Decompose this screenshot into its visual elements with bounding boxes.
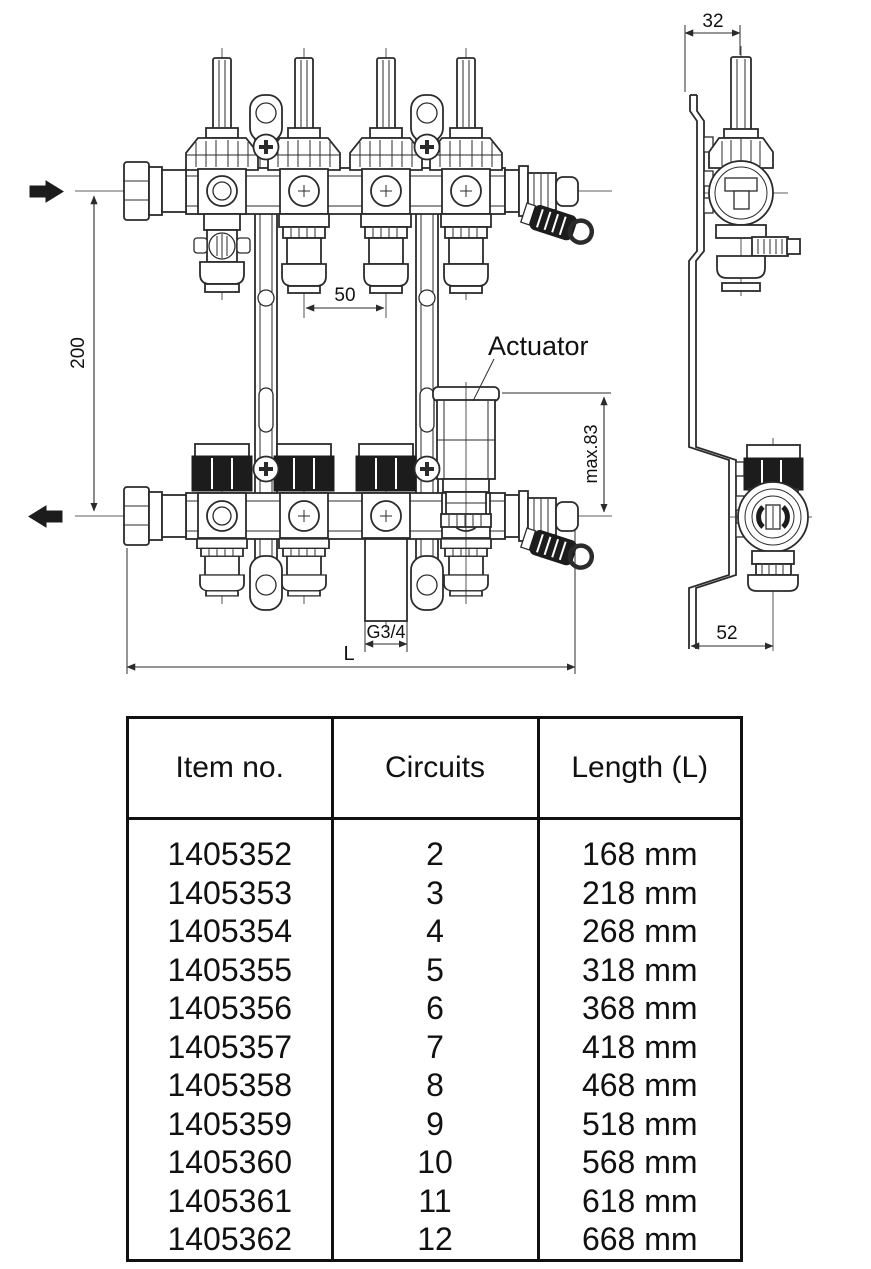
table-row: 1405355 5 318 mm — [129, 951, 740, 989]
pipe-fitting — [279, 214, 329, 293]
phillips-screw — [254, 457, 279, 482]
col-header-circuits: Circuits — [332, 719, 538, 819]
pipe-fitting — [441, 214, 491, 293]
g34-connection-stub — [365, 539, 407, 621]
dim-52-label: 52 — [716, 623, 738, 644]
table-row: 1405354 4 268 mm — [129, 913, 740, 951]
flow-out-arrow — [29, 506, 62, 527]
pipe-fitting — [279, 539, 329, 596]
phillips-screw — [254, 135, 279, 160]
valve-detail — [213, 182, 231, 200]
spec-table-grid — [129, 719, 740, 1259]
table-header-row — [129, 719, 740, 819]
phillips-screw — [415, 457, 440, 482]
table-row: 1405361 11 618 mm — [129, 1182, 740, 1220]
dimension-g34 — [365, 621, 407, 652]
valve-block — [280, 493, 328, 538]
front-view — [29, 48, 612, 674]
table-row: 1405360 10 568 mm — [129, 1143, 740, 1181]
dim-200-label: 200 — [68, 337, 89, 369]
table-row: 1405353 3 218 mm — [129, 874, 740, 912]
table-row: 1405362 12 668 mm — [129, 1220, 740, 1259]
valve-cap — [356, 444, 416, 491]
pipe-fitting — [361, 214, 411, 293]
dim-g34-label: G3/4 — [366, 622, 406, 642]
actuator-label: Actuator — [488, 331, 589, 361]
table-row: 1405352 2 168 mm — [129, 819, 740, 875]
return-manifold-bar — [124, 487, 578, 545]
valve-cap — [192, 444, 252, 491]
side-flow-meter-valve — [703, 46, 800, 296]
table-row: 1405356 6 368 mm — [129, 989, 740, 1027]
wing-valve — [194, 214, 250, 292]
spec-table-body — [129, 819, 740, 1260]
dim-L-label: L — [343, 643, 355, 665]
spec-table — [126, 716, 743, 1262]
drain-valve — [520, 201, 595, 247]
dim-32-label: 32 — [702, 11, 724, 32]
dim-50-label: 50 — [334, 285, 356, 306]
union-nut — [124, 487, 186, 545]
dimension-L — [127, 530, 575, 674]
dimension-200 — [68, 196, 94, 511]
table-row: 1405357 7 418 mm — [129, 1028, 740, 1066]
phillips-screw — [415, 135, 440, 160]
valve-block — [362, 493, 410, 538]
dim-max83-label: max.83 — [581, 424, 601, 484]
valve-cap — [274, 444, 334, 491]
pipe-fitting — [197, 539, 247, 596]
drain-valve — [520, 526, 595, 572]
col-header-length: Length (L) — [538, 719, 740, 819]
col-header-item-no: Item no. — [129, 719, 332, 819]
table-row: 1405358 8 468 mm — [129, 1066, 740, 1104]
valve-detail — [213, 507, 231, 525]
flow-in-arrow — [30, 181, 63, 202]
side-view — [685, 11, 812, 651]
table-row: 1405359 9 518 mm — [129, 1105, 740, 1143]
union-nut — [124, 162, 186, 220]
dimension-52 — [691, 623, 773, 646]
